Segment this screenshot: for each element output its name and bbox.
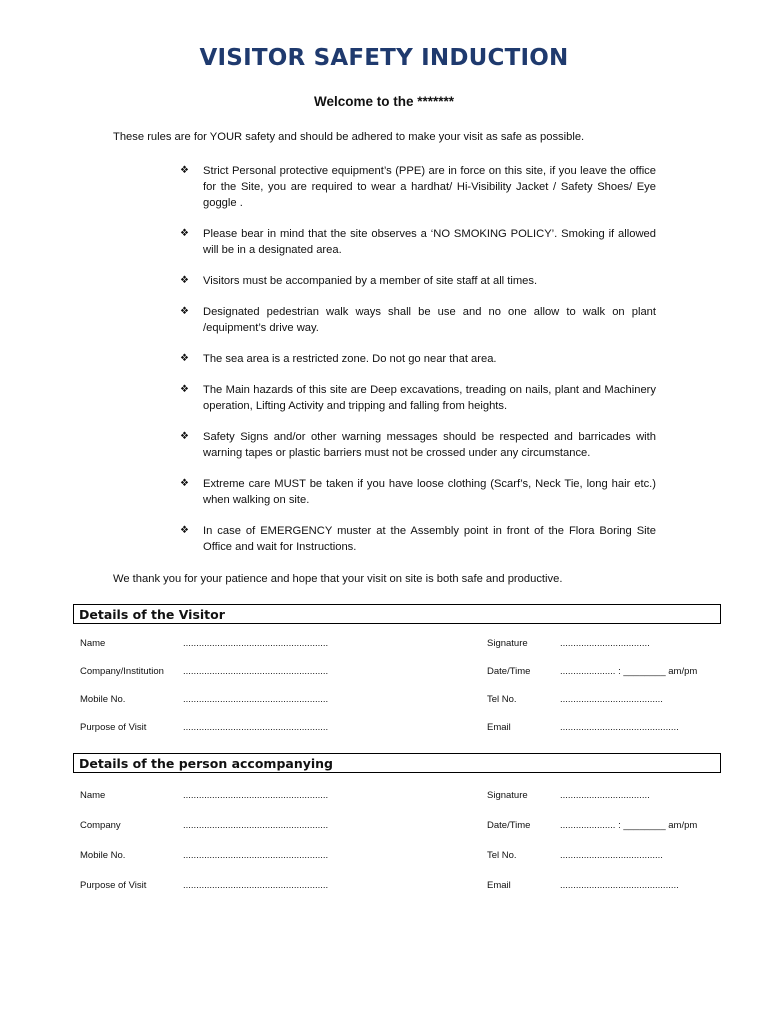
form-row-mobile: [80, 850, 720, 880]
datetime-label: Date/Time: [487, 820, 531, 831]
name-label: Name: [80, 790, 106, 801]
rule-item: [180, 429, 656, 461]
rule-item: [180, 382, 656, 414]
mobile-field[interactable]: .......................................................: [183, 850, 329, 861]
rule-text: Designated pedestrian walk ways shall be use and no one allow to walk on plant /equipment’s drive way.: [203, 306, 656, 334]
name-field[interactable]: .......................................................: [183, 790, 329, 801]
rule-item: [180, 304, 656, 336]
datetime-label: Date/Time: [487, 666, 531, 677]
purpose-label: Purpose of Visit: [80, 880, 147, 891]
companion-section-heading: Details of the person accompanying: [73, 753, 721, 773]
rule-text: Safety Signs and/or other warning messages should be respected and barricades with warning tapes or plastic barriers must not be crossed under any circumstance.: [203, 431, 656, 459]
purpose-field[interactable]: .......................................................: [183, 880, 329, 891]
company-field[interactable]: .......................................................: [183, 820, 329, 831]
rule-item: [180, 476, 656, 508]
diamond-bullet-icon: ❖: [180, 275, 189, 286]
form-row-name: [80, 790, 720, 820]
datetime-field[interactable]: ..................... : ________ am/pm: [560, 820, 698, 831]
welcome-heading: Welcome to the *******: [313, 94, 455, 109]
form-row-mobile: [80, 694, 720, 722]
form-row-purpose: [80, 880, 720, 910]
form-row-purpose: [80, 722, 720, 750]
company-field[interactable]: .......................................................: [183, 666, 329, 677]
visitor-section-heading: Details of the Visitor: [73, 604, 721, 624]
signature-label: Signature: [487, 790, 528, 801]
intro-text: These rules are for YOUR safety and should be adhered to make your visit as safe as possible.: [113, 131, 585, 143]
purpose-field[interactable]: .......................................................: [183, 722, 329, 733]
datetime-field[interactable]: ..................... : ________ am/pm: [560, 666, 698, 677]
email-field[interactable]: .............................................: [560, 880, 679, 891]
company-label: Company/Institution: [80, 666, 164, 677]
mobile-label: Mobile No.: [80, 850, 126, 861]
email-field[interactable]: .............................................: [560, 722, 679, 733]
signature-field[interactable]: ..................................: [560, 790, 650, 801]
rule-item: [180, 523, 656, 555]
form-row-company: [80, 666, 720, 694]
signature-label: Signature: [487, 638, 528, 649]
form-row-name: [80, 638, 720, 666]
tel-label: Tel No.: [487, 694, 517, 705]
tel-label: Tel No.: [487, 850, 517, 861]
purpose-label: Purpose of Visit: [80, 722, 147, 733]
rule-text: The sea area is a restricted zone. Do not go near that area.: [203, 353, 497, 365]
rule-item: [180, 273, 656, 289]
diamond-bullet-icon: ❖: [180, 353, 189, 364]
tel-field[interactable]: .......................................: [560, 694, 663, 705]
thanks-text: We thank you for your patience and hope that your visit on site is both safe and productive.: [113, 573, 563, 585]
rule-text: Strict Personal protective equipment’s (PPE) are in force on this site, if you leave the office for the Site, you are required to wear a hardhat/ Hi-Visibility Jacket / Safety Shoes/ Eye goggle .: [203, 165, 656, 209]
visitor-form: [80, 638, 720, 750]
rule-item: [180, 351, 656, 367]
diamond-bullet-icon: ❖: [180, 525, 189, 536]
name-label: Name: [80, 638, 106, 649]
rule-text: Visitors must be accompanied by a member of site staff at all times.: [203, 275, 538, 287]
rule-item: [180, 163, 656, 211]
diamond-bullet-icon: ❖: [180, 431, 189, 442]
company-label: Company: [80, 820, 121, 831]
rule-text: In case of EMERGENCY muster at the Assembly point in front of the Flora Boring Site Office and wait for Instructions.: [203, 525, 656, 553]
rules-list: [180, 163, 656, 570]
form-row-company: [80, 820, 720, 850]
mobile-label: Mobile No.: [80, 694, 126, 705]
rule-text: Extreme care MUST be taken if you have loose clothing (Scarf’s, Neck Tie, long hair etc.) when walking on site.: [203, 478, 656, 506]
companion-form: [80, 790, 720, 910]
name-field[interactable]: .......................................................: [183, 638, 329, 649]
diamond-bullet-icon: ❖: [180, 306, 189, 317]
diamond-bullet-icon: ❖: [180, 228, 189, 239]
rule-text: Please bear in mind that the site observes a ‘NO SMOKING POLICY’. Smoking if allowed will be in a designated area.: [203, 228, 656, 256]
email-label: Email: [487, 880, 511, 891]
rule-item: [180, 226, 656, 258]
diamond-bullet-icon: ❖: [180, 478, 189, 489]
page-title: VISITOR SAFETY INDUCTION: [199, 45, 569, 71]
rule-text: The Main hazards of this site are Deep excavations, treading on nails, plant and Machinery operation, Lifting Activity and tripping and falling from heights.: [203, 384, 656, 412]
mobile-field[interactable]: .......................................................: [183, 694, 329, 705]
diamond-bullet-icon: ❖: [180, 384, 189, 395]
signature-field[interactable]: ..................................: [560, 638, 650, 649]
diamond-bullet-icon: ❖: [180, 165, 189, 176]
email-label: Email: [487, 722, 511, 733]
tel-field[interactable]: .......................................: [560, 850, 663, 861]
